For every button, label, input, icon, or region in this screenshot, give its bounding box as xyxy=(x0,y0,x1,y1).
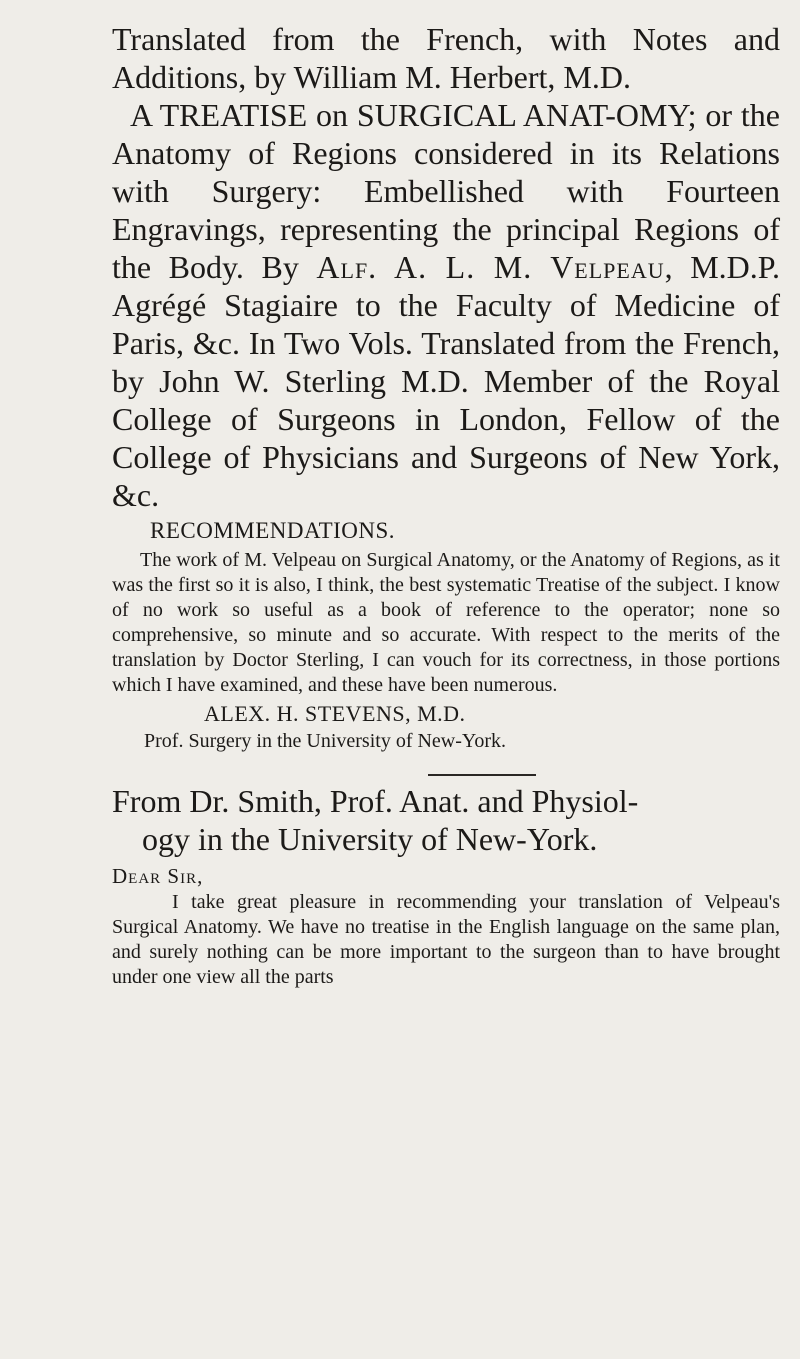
recommendation-body: The work of M. Velpeau on Surgical Anatomy, or the Anatomy of Regions, as it was the first so it is also, I think, the best systematic Treatise of the subject. I know of no work so useful as a book of reference to the operator; none so comprehensive, so minute and so accurate. With respect to the merits of the translation by Doctor Sterling, I can vouch for its correctness, in those portions which I have examined, and these have been numerous. xyxy=(112,549,780,696)
letter-heading-line-1: From Dr. Smith, Prof. Anat. and Physiol- xyxy=(112,783,639,819)
section-divider xyxy=(428,774,536,776)
recommendations-heading: RECOMMENDATIONS. xyxy=(150,518,396,543)
treatise-description-2: , M.D.P. Agrégé Stagiaire to the Faculty of Medicine of Paris, &c. In Two Vols. Translated from the French, by John W. Sterling M.D. Member of the Royal College of Surgeons in London, Fellow of the College of Physicians and Surgeons of New York, &c. xyxy=(112,249,780,513)
letter-body: I take great pleasure in recommending your translation of Velpeau's Surgical Anatomy. We have no treatise in the English language on the same plan, and surely nothing can be more important to the surgeon than to have brought under one view all the parts xyxy=(112,891,780,988)
letter-heading xyxy=(112,782,780,858)
author-name: Alf. A. L. M. Velpeau xyxy=(316,249,665,285)
signature-title: Prof. Surgery in the University of New-York. xyxy=(144,730,507,752)
treatise-description-1: ; or the Anatomy of Regions considered in its Relations with Surgery: Embellished with Fourteen Engravings, representing the principal Regions of the Body. By xyxy=(112,97,780,285)
letter-text xyxy=(112,890,780,990)
treatise-entry xyxy=(112,96,780,514)
recommendation-text xyxy=(112,548,780,698)
translation-note: Translated from the French, with Notes and Additions, by William M. Herbert, M.D. xyxy=(112,21,780,95)
treatise-title: A TREATISE on SURGICAL ANAT-OMY xyxy=(130,97,688,133)
letter-heading-line-2: ogy in the University of New-York. xyxy=(142,821,598,857)
letter-salutation: Dear Sir, xyxy=(112,864,204,888)
signature-name: ALEX. H. STEVENS, M.D. xyxy=(204,701,466,726)
